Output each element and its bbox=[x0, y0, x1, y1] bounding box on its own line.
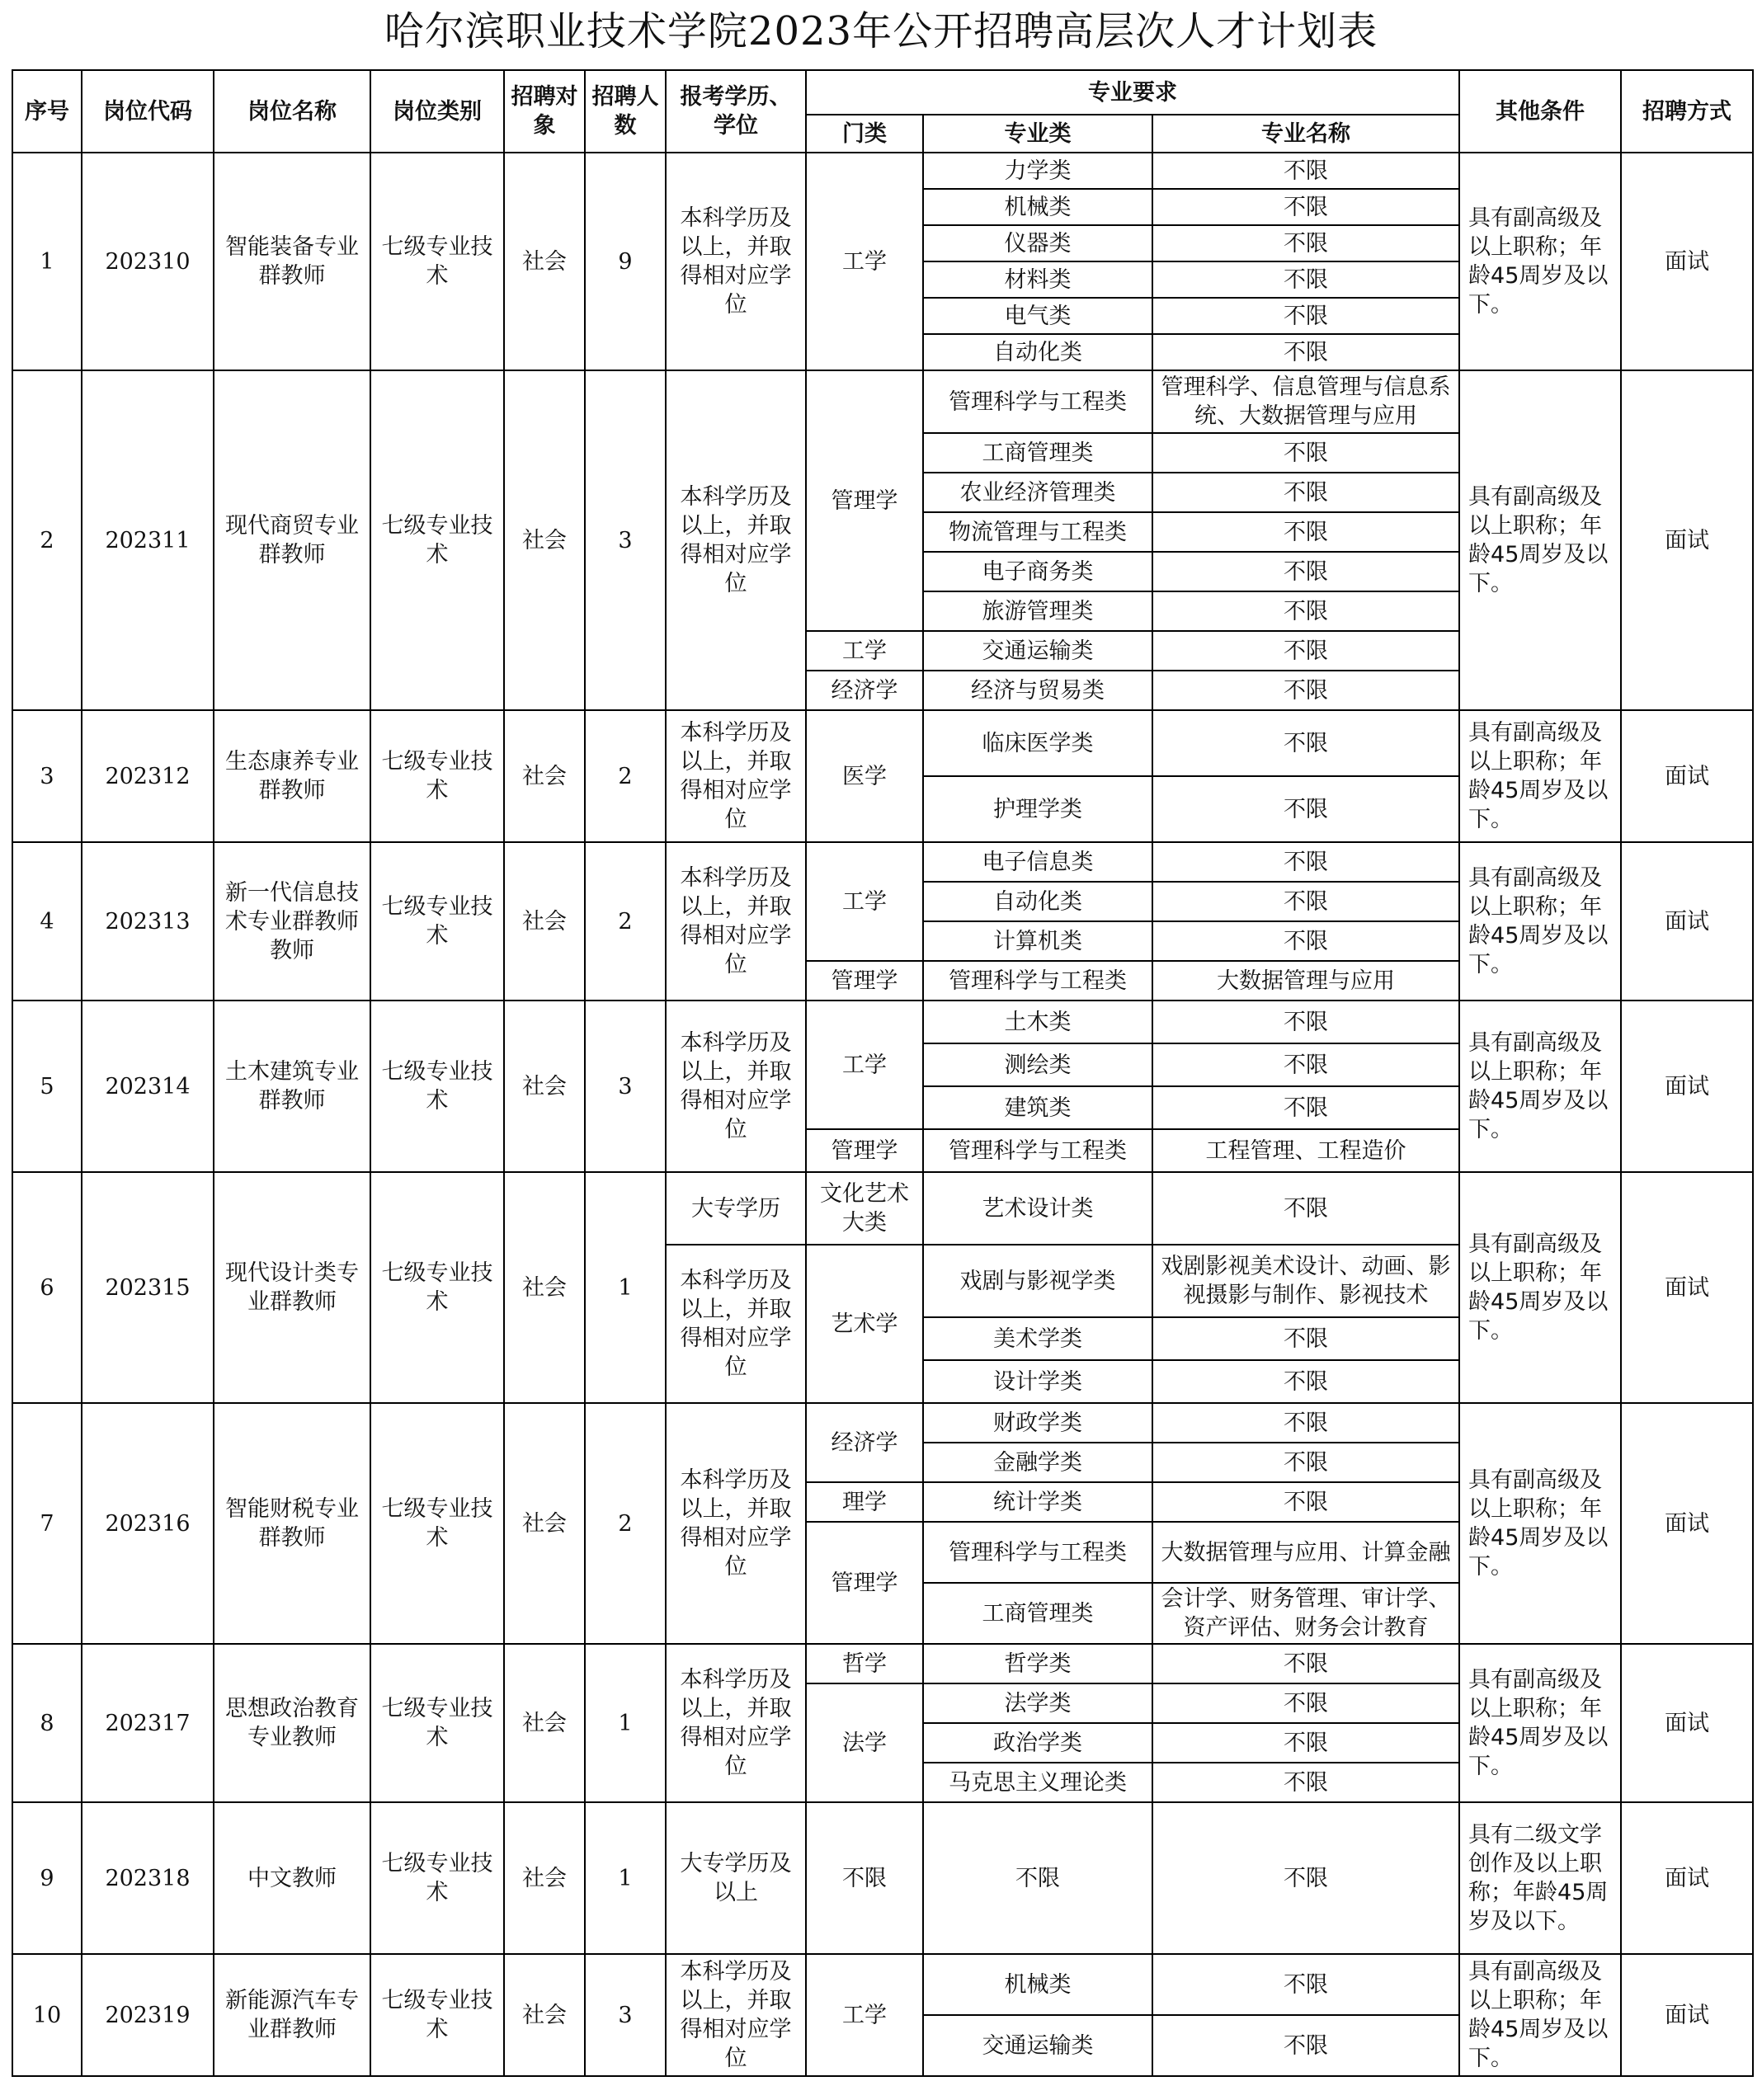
cell-major-name: 不限 bbox=[1152, 1644, 1459, 1683]
cell-discipline: 文化艺术大类 bbox=[806, 1172, 923, 1245]
header-code: 岗位代码 bbox=[82, 70, 214, 153]
cell-major-class: 机械类 bbox=[923, 1954, 1152, 2015]
cell-major-name: 不限 bbox=[1152, 1001, 1459, 1043]
cell-major-class: 不限 bbox=[923, 1802, 1152, 1954]
cell-seq: 7 bbox=[12, 1403, 82, 1644]
cell-name: 智能装备专业群教师 bbox=[214, 153, 370, 370]
cell-major-class: 管理科学与工程类 bbox=[923, 370, 1152, 433]
cell-other-conditions: 具有副高级及以上职称；年龄45周岁及以下。 bbox=[1459, 1001, 1621, 1172]
header-discipline: 门类 bbox=[806, 115, 923, 153]
cell-method: 面试 bbox=[1621, 1403, 1753, 1644]
table-row bbox=[12, 370, 1753, 433]
cell-other-conditions: 具有副高级及以上职称；年龄45周岁及以下。 bbox=[1459, 1644, 1621, 1802]
cell-method: 面试 bbox=[1621, 1001, 1753, 1172]
cell-major-class: 政治学类 bbox=[923, 1723, 1152, 1763]
header-method: 招聘方式 bbox=[1621, 70, 1753, 153]
cell-major-class: 机械类 bbox=[923, 189, 1152, 225]
cell-major-name: 戏剧影视美术设计、动画、影视摄影与制作、影视技术 bbox=[1152, 1245, 1459, 1317]
cell-discipline: 工学 bbox=[806, 631, 923, 671]
cell-education: 本科学历及以上，并取得相对应学位 bbox=[666, 1001, 806, 1172]
cell-other-conditions: 具有二级文学创作及以上职称；年龄45周岁及以下。 bbox=[1459, 1802, 1621, 1954]
cell-major-class: 美术学类 bbox=[923, 1317, 1152, 1360]
table-row bbox=[12, 1802, 1753, 1954]
cell-major-name: 大数据管理与应用、计算金融 bbox=[1152, 1522, 1459, 1583]
cell-discipline: 管理学 bbox=[806, 370, 923, 631]
cell-code: 202317 bbox=[82, 1644, 214, 1802]
cell-target: 社会 bbox=[504, 1802, 585, 1954]
table-row bbox=[12, 153, 1753, 189]
cell-method: 面试 bbox=[1621, 1172, 1753, 1403]
cell-other-conditions: 具有副高级及以上职称；年龄45周岁及以下。 bbox=[1459, 1954, 1621, 2076]
cell-major-class: 农业经济管理类 bbox=[923, 473, 1152, 512]
cell-discipline: 工学 bbox=[806, 842, 923, 961]
cell-discipline: 艺术学 bbox=[806, 1245, 923, 1403]
cell-education: 本科学历及以上，并取得相对应学位 bbox=[666, 153, 806, 370]
cell-category: 七级专业技术 bbox=[370, 1172, 504, 1403]
cell-major-name: 不限 bbox=[1152, 189, 1459, 225]
recruitment-plan-table bbox=[12, 69, 1754, 2077]
cell-category: 七级专业技术 bbox=[370, 1644, 504, 1802]
header-row bbox=[12, 70, 1753, 115]
cell-major-name: 不限 bbox=[1152, 631, 1459, 671]
cell-major-class: 旅游管理类 bbox=[923, 591, 1152, 631]
table-row bbox=[12, 1001, 1753, 1043]
cell-education: 大专学历 bbox=[666, 1172, 806, 1245]
header-other: 其他条件 bbox=[1459, 70, 1621, 153]
cell-major-name: 不限 bbox=[1152, 1317, 1459, 1360]
cell-major-name: 不限 bbox=[1152, 473, 1459, 512]
cell-education: 本科学历及以上，并取得相对应学位 bbox=[666, 710, 806, 842]
cell-major-class: 工商管理类 bbox=[923, 433, 1152, 473]
cell-seq: 8 bbox=[12, 1644, 82, 1802]
cell-major-class: 计算机类 bbox=[923, 921, 1152, 961]
cell-major-class: 自动化类 bbox=[923, 882, 1152, 921]
cell-major-class: 电子商务类 bbox=[923, 552, 1152, 591]
cell-major-class: 管理科学与工程类 bbox=[923, 1129, 1152, 1172]
cell-education: 本科学历及以上，并取得相对应学位 bbox=[666, 1954, 806, 2076]
table-row bbox=[12, 1403, 1753, 1443]
cell-method: 面试 bbox=[1621, 1954, 1753, 2076]
cell-major-name: 不限 bbox=[1152, 591, 1459, 631]
cell-major-class: 土木类 bbox=[923, 1001, 1152, 1043]
cell-major-class: 艺术设计类 bbox=[923, 1172, 1152, 1245]
cell-discipline: 工学 bbox=[806, 1954, 923, 2076]
cell-major-name: 不限 bbox=[1152, 1802, 1459, 1954]
cell-major-class: 法学类 bbox=[923, 1683, 1152, 1723]
cell-education: 本科学历及以上，并取得相对应学位 bbox=[666, 1403, 806, 1644]
cell-other-conditions: 具有副高级及以上职称；年龄45周岁及以下。 bbox=[1459, 1172, 1621, 1403]
cell-major-name: 不限 bbox=[1152, 1683, 1459, 1723]
cell-major-class: 护理学类 bbox=[923, 776, 1152, 842]
cell-name: 思想政治教育专业教师 bbox=[214, 1644, 370, 1802]
cell-major-name: 不限 bbox=[1152, 1723, 1459, 1763]
table-row bbox=[12, 1954, 1753, 2015]
cell-major-class: 管理科学与工程类 bbox=[923, 1522, 1152, 1583]
cell-name: 现代设计类专业群教师 bbox=[214, 1172, 370, 1403]
cell-major-name: 不限 bbox=[1152, 710, 1459, 776]
cell-major-name: 不限 bbox=[1152, 1443, 1459, 1482]
cell-count: 2 bbox=[585, 710, 666, 842]
cell-method: 面试 bbox=[1621, 1802, 1753, 1954]
cell-major-class: 测绘类 bbox=[923, 1043, 1152, 1086]
cell-major-class: 管理科学与工程类 bbox=[923, 961, 1152, 1001]
cell-code: 202310 bbox=[82, 153, 214, 370]
cell-discipline: 哲学 bbox=[806, 1644, 923, 1683]
header-major-class: 专业类 bbox=[923, 115, 1152, 153]
cell-seq: 10 bbox=[12, 1954, 82, 2076]
cell-target: 社会 bbox=[504, 1644, 585, 1802]
cell-count: 1 bbox=[585, 1172, 666, 1403]
cell-seq: 4 bbox=[12, 842, 82, 1001]
cell-count: 9 bbox=[585, 153, 666, 370]
cell-major-name: 不限 bbox=[1152, 671, 1459, 710]
header-major-requirement: 专业要求 bbox=[806, 70, 1459, 115]
cell-major-name: 不限 bbox=[1152, 921, 1459, 961]
cell-discipline: 法学 bbox=[806, 1683, 923, 1802]
cell-target: 社会 bbox=[504, 1403, 585, 1644]
header-name: 岗位名称 bbox=[214, 70, 370, 153]
cell-discipline: 经济学 bbox=[806, 671, 923, 710]
cell-major-class: 哲学类 bbox=[923, 1644, 1152, 1683]
cell-major-name: 不限 bbox=[1152, 298, 1459, 334]
cell-major-class: 物流管理与工程类 bbox=[923, 512, 1152, 552]
cell-category: 七级专业技术 bbox=[370, 370, 504, 710]
cell-major-class: 统计学类 bbox=[923, 1482, 1152, 1522]
cell-major-class: 建筑类 bbox=[923, 1086, 1152, 1129]
cell-education: 本科学历及以上，并取得相对应学位 bbox=[666, 1644, 806, 1802]
cell-major-class: 工商管理类 bbox=[923, 1583, 1152, 1644]
cell-name: 新能源汽车专业群教师 bbox=[214, 1954, 370, 2076]
cell-count: 3 bbox=[585, 1001, 666, 1172]
header-count: 招聘人数 bbox=[585, 70, 666, 153]
table-row bbox=[12, 842, 1753, 882]
cell-count: 2 bbox=[585, 842, 666, 1001]
cell-major-class: 戏剧与影视学类 bbox=[923, 1245, 1152, 1317]
cell-major-name: 不限 bbox=[1152, 512, 1459, 552]
header-major-name: 专业名称 bbox=[1152, 115, 1459, 153]
cell-education: 本科学历及以上，并取得相对应学位 bbox=[666, 842, 806, 1001]
table-body bbox=[12, 153, 1753, 2076]
cell-category: 七级专业技术 bbox=[370, 1403, 504, 1644]
cell-method: 面试 bbox=[1621, 1644, 1753, 1802]
cell-major-name: 不限 bbox=[1152, 1403, 1459, 1443]
cell-discipline: 管理学 bbox=[806, 961, 923, 1001]
cell-major-name: 不限 bbox=[1152, 1763, 1459, 1802]
cell-major-name: 不限 bbox=[1152, 1954, 1459, 2015]
cell-code: 202319 bbox=[82, 1954, 214, 2076]
cell-major-name: 不限 bbox=[1152, 1482, 1459, 1522]
cell-name: 土木建筑专业群教师 bbox=[214, 1001, 370, 1172]
cell-method: 面试 bbox=[1621, 842, 1753, 1001]
cell-major-name: 不限 bbox=[1152, 225, 1459, 261]
cell-discipline: 管理学 bbox=[806, 1129, 923, 1172]
cell-education: 本科学历及以上，并取得相对应学位 bbox=[666, 370, 806, 710]
cell-other-conditions: 具有副高级及以上职称；年龄45周岁及以下。 bbox=[1459, 710, 1621, 842]
cell-discipline: 管理学 bbox=[806, 1522, 923, 1644]
header-target: 招聘对象 bbox=[504, 70, 585, 153]
cell-major-name: 不限 bbox=[1152, 261, 1459, 298]
cell-major-name: 不限 bbox=[1152, 552, 1459, 591]
cell-method: 面试 bbox=[1621, 370, 1753, 710]
cell-code: 202315 bbox=[82, 1172, 214, 1403]
cell-major-class: 自动化类 bbox=[923, 334, 1152, 370]
cell-major-class: 交通运输类 bbox=[923, 2015, 1152, 2076]
cell-major-name: 不限 bbox=[1152, 1172, 1459, 1245]
cell-target: 社会 bbox=[504, 1172, 585, 1403]
cell-code: 202314 bbox=[82, 1001, 214, 1172]
cell-discipline: 工学 bbox=[806, 1001, 923, 1129]
cell-target: 社会 bbox=[504, 153, 585, 370]
cell-major-name: 不限 bbox=[1152, 842, 1459, 882]
header-seq: 序号 bbox=[12, 70, 82, 153]
cell-count: 1 bbox=[585, 1802, 666, 1954]
header-education: 报考学历、学位 bbox=[666, 70, 806, 153]
cell-seq: 5 bbox=[12, 1001, 82, 1172]
cell-education: 本科学历及以上，并取得相对应学位 bbox=[666, 1245, 806, 1403]
cell-major-name: 不限 bbox=[1152, 1360, 1459, 1403]
cell-target: 社会 bbox=[504, 710, 585, 842]
cell-count: 1 bbox=[585, 1644, 666, 1802]
cell-seq: 1 bbox=[12, 153, 82, 370]
cell-target: 社会 bbox=[504, 842, 585, 1001]
cell-target: 社会 bbox=[504, 1001, 585, 1172]
cell-major-class: 设计学类 bbox=[923, 1360, 1152, 1403]
cell-seq: 6 bbox=[12, 1172, 82, 1403]
cell-major-class: 金融学类 bbox=[923, 1443, 1152, 1482]
cell-code: 202311 bbox=[82, 370, 214, 710]
cell-discipline: 经济学 bbox=[806, 1403, 923, 1482]
cell-category: 七级专业技术 bbox=[370, 710, 504, 842]
cell-major-class: 力学类 bbox=[923, 153, 1152, 189]
table-row bbox=[12, 1172, 1753, 1245]
cell-major-class: 马克思主义理论类 bbox=[923, 1763, 1152, 1802]
cell-discipline: 不限 bbox=[806, 1802, 923, 1954]
cell-major-class: 电子信息类 bbox=[923, 842, 1152, 882]
cell-target: 社会 bbox=[504, 370, 585, 710]
cell-discipline: 医学 bbox=[806, 710, 923, 842]
cell-code: 202313 bbox=[82, 842, 214, 1001]
cell-target: 社会 bbox=[504, 1954, 585, 2076]
cell-major-name: 管理科学、信息管理与信息系统、大数据管理与应用 bbox=[1152, 370, 1459, 433]
cell-discipline: 工学 bbox=[806, 153, 923, 370]
cell-other-conditions: 具有副高级及以上职称；年龄45周岁及以下。 bbox=[1459, 153, 1621, 370]
cell-name: 现代商贸专业群教师 bbox=[214, 370, 370, 710]
cell-other-conditions: 具有副高级及以上职称；年龄45周岁及以下。 bbox=[1459, 842, 1621, 1001]
cell-code: 202312 bbox=[82, 710, 214, 842]
cell-category: 七级专业技术 bbox=[370, 1802, 504, 1954]
cell-major-name: 不限 bbox=[1152, 334, 1459, 370]
header-category: 岗位类别 bbox=[370, 70, 504, 153]
cell-major-name: 工程管理、工程造价 bbox=[1152, 1129, 1459, 1172]
cell-major-name: 不限 bbox=[1152, 433, 1459, 473]
cell-category: 七级专业技术 bbox=[370, 153, 504, 370]
cell-major-name: 不限 bbox=[1152, 882, 1459, 921]
cell-category: 七级专业技术 bbox=[370, 1954, 504, 2076]
cell-method: 面试 bbox=[1621, 153, 1753, 370]
cell-name: 生态康养专业群教师 bbox=[214, 710, 370, 842]
cell-other-conditions: 具有副高级及以上职称；年龄45周岁及以下。 bbox=[1459, 1403, 1621, 1644]
cell-name: 新一代信息技术专业群教师教师 bbox=[214, 842, 370, 1001]
cell-count: 3 bbox=[585, 1954, 666, 2076]
cell-major-name: 不限 bbox=[1152, 2015, 1459, 2076]
cell-seq: 9 bbox=[12, 1802, 82, 1954]
cell-seq: 3 bbox=[12, 710, 82, 842]
cell-count: 3 bbox=[585, 370, 666, 710]
cell-major-class: 仪器类 bbox=[923, 225, 1152, 261]
cell-name: 智能财税专业群教师 bbox=[214, 1403, 370, 1644]
cell-major-name: 不限 bbox=[1152, 776, 1459, 842]
cell-major-class: 交通运输类 bbox=[923, 631, 1152, 671]
cell-count: 2 bbox=[585, 1403, 666, 1644]
cell-major-name: 不限 bbox=[1152, 1043, 1459, 1086]
page-title: 哈尔滨职业技术学院2023年公开招聘高层次人才计划表 bbox=[384, 8, 1378, 54]
cell-major-class: 临床医学类 bbox=[923, 710, 1152, 776]
cell-category: 七级专业技术 bbox=[370, 1001, 504, 1172]
cell-major-name: 会计学、财务管理、审计学、资产评估、财务会计教育 bbox=[1152, 1583, 1459, 1644]
cell-major-class: 电气类 bbox=[923, 298, 1152, 334]
cell-education: 大专学历及以上 bbox=[666, 1802, 806, 1954]
cell-discipline: 理学 bbox=[806, 1482, 923, 1522]
cell-major-name: 不限 bbox=[1152, 153, 1459, 189]
cell-method: 面试 bbox=[1621, 710, 1753, 842]
cell-other-conditions: 具有副高级及以上职称；年龄45周岁及以下。 bbox=[1459, 370, 1621, 710]
cell-seq: 2 bbox=[12, 370, 82, 710]
table-row bbox=[12, 710, 1753, 776]
table-row bbox=[12, 1644, 1753, 1683]
cell-name: 中文教师 bbox=[214, 1802, 370, 1954]
cell-code: 202318 bbox=[82, 1802, 214, 1954]
cell-major-class: 材料类 bbox=[923, 261, 1152, 298]
cell-major-class: 财政学类 bbox=[923, 1403, 1152, 1443]
cell-major-name: 不限 bbox=[1152, 1086, 1459, 1129]
cell-major-class: 经济与贸易类 bbox=[923, 671, 1152, 710]
cell-code: 202316 bbox=[82, 1403, 214, 1644]
cell-major-name: 大数据管理与应用 bbox=[1152, 961, 1459, 1001]
cell-category: 七级专业技术 bbox=[370, 842, 504, 1001]
